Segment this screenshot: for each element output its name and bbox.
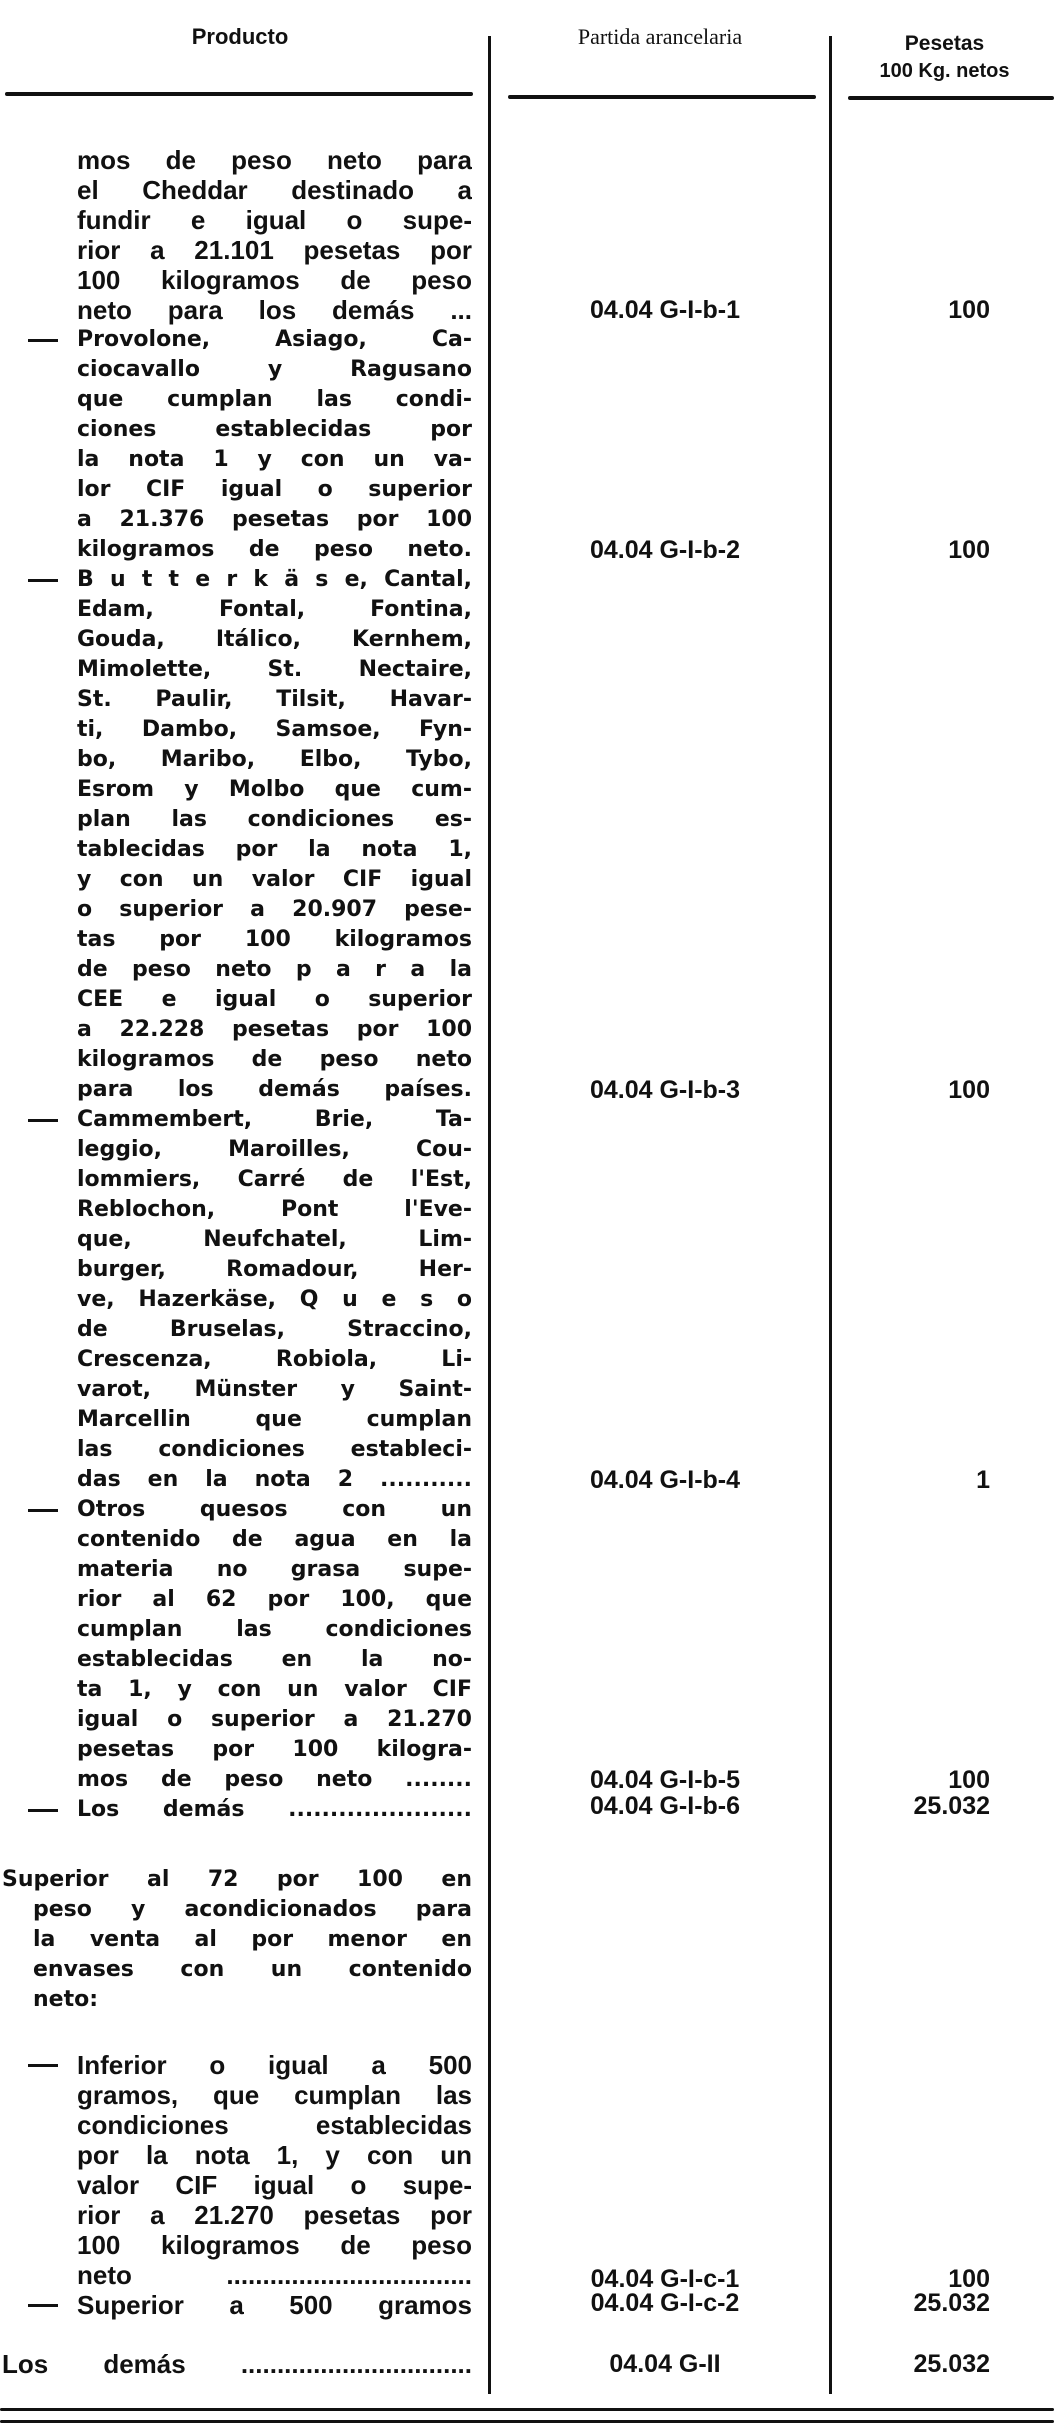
product-text-line: Superior a 500 gramos — [77, 2290, 472, 2320]
pesetas-cell: 100 — [948, 536, 990, 564]
dash-bullet-icon — [28, 1509, 58, 1512]
header-producto: Producto — [191, 24, 289, 49]
product-text-line: la venta al por menor en — [33, 1927, 472, 1952]
product-text-line: burger, Romadour, Her- — [77, 1257, 472, 1282]
product-text-line: das en la nota 2 ........... — [77, 1467, 472, 1492]
product-text-line: bo, Maribo, Elbo, Tybo, — [77, 747, 472, 772]
product-text-line: rior a 21.101 pesetas por — [77, 235, 472, 265]
product-text-line: varot, Münster y Saint- — [77, 1377, 472, 1402]
pesetas-cell: 25.032 — [913, 1792, 990, 1820]
product-text-line: 100 kilogramos de peso — [77, 265, 472, 295]
bottom-rule — [0, 2420, 1054, 2423]
product-text-line: Los demás ...................... — [77, 1797, 472, 1822]
partida-arancelaria-cell: 04.04 G-I-b-5 — [589, 1766, 741, 1794]
bottom-rule — [0, 2408, 1054, 2411]
header-rule-producto — [5, 92, 473, 96]
product-text-line: cumplan las condiciones — [77, 1617, 472, 1642]
product-text-line: lor CIF igual o superior — [77, 477, 472, 502]
product-text-line: el Cheddar destinado a — [77, 175, 472, 205]
product-text-line: ti, Dambo, Samsoe, Fyn- — [77, 717, 472, 742]
product-text-line: Esrom y Molbo que cum- — [77, 777, 472, 802]
product-text-line: fundir e igual o supe- — [77, 205, 472, 235]
product-text-line: establecidas en la no- — [77, 1647, 472, 1672]
product-text-line: ciocavallo y Ragusano — [77, 357, 472, 382]
partida-arancelaria-cell: 04.04 G-I-b-1 — [589, 296, 741, 324]
product-text-line: que, Neufchatel, Lim- — [77, 1227, 472, 1252]
header-partida-arancelaria: Partida arancelaria — [577, 24, 743, 49]
dash-bullet-icon — [28, 2064, 58, 2067]
pesetas-cell: 100 — [948, 296, 990, 324]
product-text-line: ciones establecidas por — [77, 417, 472, 442]
partida-arancelaria-cell: 04.04 G-I-b-3 — [589, 1076, 741, 1104]
pesetas-cell: 100 — [948, 1766, 990, 1794]
product-text-line: valor CIF igual o supe- — [77, 2170, 472, 2200]
product-text-line: de peso neto p a r a la — [77, 957, 472, 982]
header-rule-partida — [508, 95, 816, 99]
product-text-line: tablecidas por la nota 1, — [77, 837, 472, 862]
product-text-line: para los demás países. — [77, 1077, 472, 1102]
product-text-line: a 21.376 pesetas por 100 — [77, 507, 472, 532]
product-text-line: ve, Hazerkäse, Q u e s o — [77, 1287, 472, 1312]
header-pesetas-unit: 100 Kg. netos — [879, 60, 1010, 82]
product-text-line: kilogramos de peso neto. — [77, 537, 472, 562]
partida-arancelaria-cell: 04.04 G-I-b-6 — [589, 1792, 741, 1820]
product-text-line: plan las condiciones es- — [77, 807, 472, 832]
product-text-line: neto para los demás ... — [77, 295, 472, 325]
product-text-line: lommiers, Carré de l'Est, — [77, 1167, 472, 1192]
product-text-line: Mimolette, St. Nectaire, — [77, 657, 472, 682]
product-text-line: Otros quesos con un — [77, 1497, 472, 1522]
product-text-line: las condiciones estableci- — [77, 1437, 472, 1462]
product-text-line: Superior al 72 por 100 en — [2, 1867, 472, 1892]
product-text-line: neto .................................. — [77, 2260, 472, 2290]
pesetas-cell: 25.032 — [913, 2350, 990, 2378]
product-text-line: mos de peso neto ........ — [77, 1767, 472, 1792]
product-text-line: leggio, Maroilles, Cou- — [77, 1137, 472, 1162]
product-text-line: peso y acondicionados para — [33, 1897, 472, 1922]
product-text-line: mos de peso neto para — [77, 145, 472, 175]
product-text-line: Gouda, Itálico, Kernhem, — [77, 627, 472, 652]
product-text-line: Edam, Fontal, Fontina, — [77, 597, 472, 622]
product-text-line: igual o superior a 21.270 — [77, 1707, 472, 1732]
product-text-line: por la nota 1, y con un — [77, 2140, 472, 2170]
dash-bullet-icon — [28, 1809, 58, 1812]
product-text-line: condiciones establecidas — [77, 2110, 472, 2140]
product-text-line: a 22.228 pesetas por 100 — [77, 1017, 472, 1042]
product-text-line: neto: — [33, 1987, 99, 2012]
product-text-line: o superior a 20.907 pese- — [77, 897, 472, 922]
header-pesetas: Pesetas — [904, 32, 985, 55]
product-text-line: Crescenza, Robiola, Li- — [77, 1347, 472, 1372]
partida-arancelaria-cell: 04.04 G-I-c-1 — [590, 2265, 740, 2293]
dash-bullet-icon — [28, 2304, 58, 2307]
product-text-line: Provolone, Asiago, Ca- — [77, 327, 472, 352]
product-text-line: y con un valor CIF igual — [77, 867, 472, 892]
product-text-line: rior a 21.270 pesetas por — [77, 2200, 472, 2230]
product-text-line: gramos, que cumplan las — [77, 2080, 472, 2110]
column-divider — [488, 36, 491, 2394]
header-rule-pesetas — [848, 96, 1054, 100]
product-text-line: CEE e igual o superior — [77, 987, 472, 1012]
product-text-line: ta 1, y con un valor CIF — [77, 1677, 472, 1702]
dash-bullet-icon — [28, 1119, 58, 1122]
pesetas-cell: 100 — [948, 1076, 990, 1104]
pesetas-cell: 1 — [976, 1466, 990, 1494]
column-divider — [829, 36, 832, 2394]
product-text-line: tas por 100 kilogramos — [77, 927, 472, 952]
product-text-line: Inferior o igual a 500 — [77, 2050, 472, 2080]
partida-arancelaria-cell: 04.04 G-I-b-2 — [589, 536, 741, 564]
product-text-line: kilogramos de peso neto — [77, 1047, 472, 1072]
product-text-line: contenido de agua en la — [77, 1527, 472, 1552]
pesetas-cell: 25.032 — [913, 2289, 990, 2317]
product-text-line: Reblochon, Pont l'Eve- — [77, 1197, 472, 1222]
product-text-line: la nota 1 y con un va- — [77, 447, 472, 472]
product-text-line: Marcellin que cumplan — [77, 1407, 472, 1432]
partida-arancelaria-cell: 04.04 G-I-b-4 — [589, 1466, 741, 1494]
dash-bullet-icon — [28, 339, 58, 342]
pesetas-cell: 100 — [948, 2265, 990, 2293]
product-text-line: rior al 62 por 100, que — [77, 1587, 472, 1612]
dash-bullet-icon — [28, 579, 58, 582]
product-text-line: 100 kilogramos de peso — [77, 2230, 472, 2260]
product-text-line: St. Paulir, Tilsit, Havar- — [77, 687, 472, 712]
product-text-line: B u t t e r k ä s e, Cantal, — [77, 567, 472, 592]
product-text-line: Cammembert, Brie, Ta- — [77, 1107, 472, 1132]
partida-arancelaria-cell: 04.04 G-I-c-2 — [590, 2289, 740, 2317]
product-text-line: materia no grasa supe- — [77, 1557, 472, 1582]
product-text-line: Los demás ................................ — [2, 2349, 472, 2379]
partida-arancelaria-cell: 04.04 G-II — [609, 2350, 721, 2378]
product-text-line: envases con un contenido — [33, 1957, 472, 1982]
product-text-line: de Bruselas, Straccino, — [77, 1317, 472, 1342]
product-text-line: que cumplan las condi- — [77, 387, 472, 412]
product-text-line: pesetas por 100 kilogra- — [77, 1737, 472, 1762]
